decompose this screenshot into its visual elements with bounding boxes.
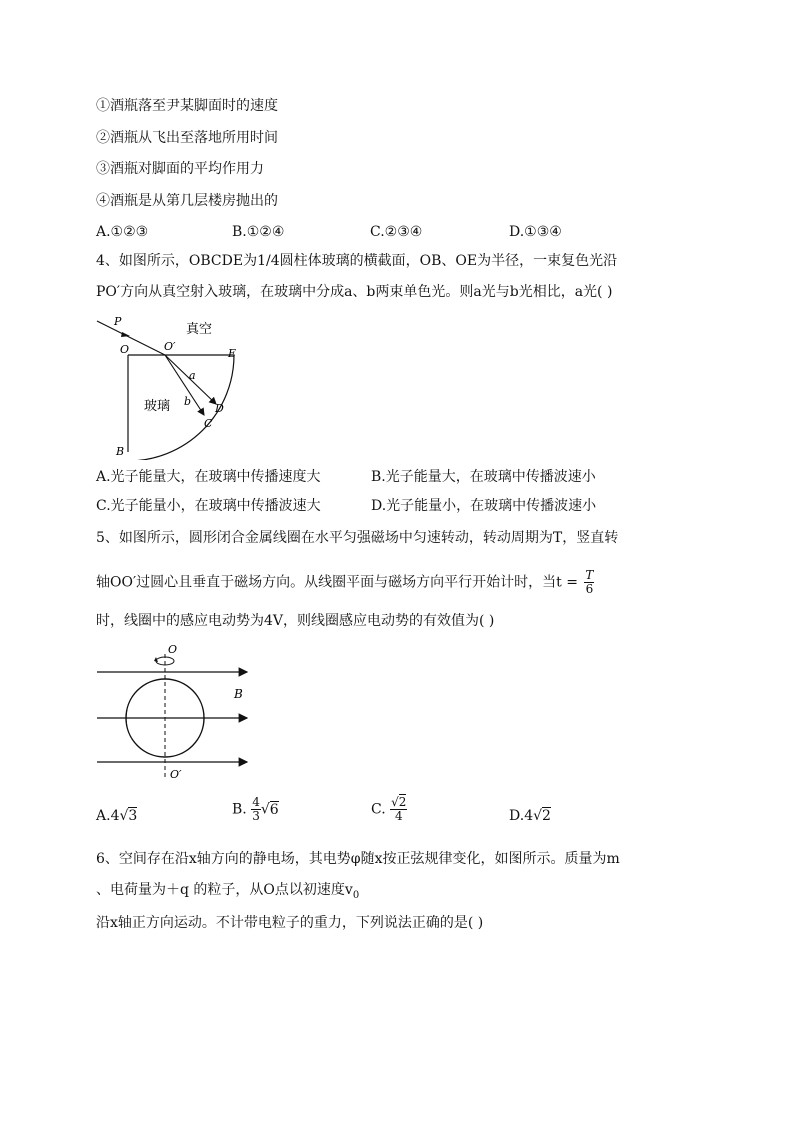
q5-option-c [371, 796, 407, 823]
sqrt-sign: √ [391, 795, 399, 809]
label-field-b: B [234, 687, 243, 701]
q5-option-a [96, 806, 137, 826]
label-axis-o-prime: O′ [170, 768, 182, 781]
q6-v0-subscript: 0 [352, 889, 360, 901]
q5-option-a-prefix: A. [96, 808, 111, 824]
q4-stem-line-1: 4、如图所示，OBCDE为1/4圆柱体玻璃的横截面，OB、OE为半径，一束复色光沿 [96, 253, 618, 269]
q5-stem-line-2 [96, 569, 594, 596]
q5-option-a-radicand: 3 [128, 808, 138, 824]
q6-stem-line-2-text: 、电荷量为＋q 的粒子，从O点以初速度v [96, 882, 353, 898]
sqrt-sign: √ [533, 808, 543, 824]
q3-item-1: ①酒瓶落至尹某脚面时的速度 [96, 98, 278, 114]
q6-stem-line-1: 6、空间存在沿x轴方向的静电场，其电势φ随x按正弦规律变化，如图所示。质量为m [96, 851, 620, 867]
label-d: D [215, 402, 224, 415]
q4-glass-figure [92, 312, 252, 460]
label-o-prime: O′ [164, 340, 176, 353]
q5-option-c-denominator: 4 [394, 809, 403, 823]
q5-option-b-prefix: B. [232, 801, 247, 818]
label-e: E [228, 347, 237, 360]
q5-option-b-numerator: 4 [252, 795, 260, 809]
q3-option-c: C.②③④ [370, 224, 423, 240]
q5-option-b-denominator: 3 [252, 809, 260, 823]
q5-option-b-fraction [251, 796, 261, 823]
q3-option-d: D.①③④ [509, 224, 562, 240]
q4-option-c: C.光子能量小，在玻璃中传播波速大 [96, 498, 321, 514]
sqrt-sign: √ [260, 801, 270, 818]
q5-option-d [509, 806, 551, 826]
q5-time-numerator: T [585, 568, 594, 582]
q4-option-a: A.光子能量大，在玻璃中传播速度大 [96, 469, 321, 485]
label-b: b [184, 395, 192, 408]
sqrt-sign: √ [119, 808, 129, 824]
q5-option-d-coef: 4 [524, 808, 534, 824]
q4-option-b: B.光子能量大，在玻璃中传播波速小 [371, 469, 596, 485]
q5-option-c-radicand: 2 [398, 795, 407, 809]
incident-ray [97, 321, 165, 355]
q3-item-4: ④酒瓶是从第几层楼房抛出的 [96, 193, 278, 209]
q5-stem-line-2-text: 轴OO′过圆心且垂直于磁场方向。从线圈平面与磁场方向平行开始计时，当t = [96, 574, 578, 591]
q5-option-d-prefix: D. [509, 808, 525, 824]
q5-time-denominator: 6 [585, 582, 594, 596]
label-a: a [189, 369, 196, 382]
q5-option-b [232, 796, 279, 823]
q5-time-fraction [584, 569, 594, 596]
q4-option-d: D.光子能量小，在玻璃中传播波速小 [371, 498, 597, 514]
q5-coil-figure [92, 640, 252, 786]
label-vacuum: 真空 [186, 322, 213, 337]
label-axis-o: O [168, 643, 178, 656]
q3-item-2: ②酒瓶从飞出至落地所用时间 [96, 130, 278, 146]
q5-option-c-fraction [390, 796, 407, 823]
q5-option-b-radicand: 6 [269, 801, 279, 818]
q5-stem-line-3: 时，线圈中的感应电动势为4V，则线圈感应电动势的有效值为( ) [96, 613, 495, 629]
q6-stem-line-2 [96, 880, 359, 906]
q5-option-c-prefix: C. [371, 801, 386, 818]
q5-option-d-radicand: 2 [542, 808, 551, 824]
label-b-point: B [116, 445, 125, 458]
q6-stem-line-3: 沿x轴正方向运动。不计带电粒子的重力，下列说法正确的是( ) [96, 915, 484, 931]
q4-stem-line-2: PO′方向从真空射入玻璃，在玻璃中分成a、b两束单色光。则a光与b光相比，a光( ) [96, 284, 613, 300]
label-glass: 玻璃 [144, 399, 171, 414]
q5-stem-line-1: 5、如图所示，圆形闭合金属线圈在水平匀强磁场中匀速转动，转动周期为T，竖直转 [96, 530, 619, 546]
q5-option-a-coef: 4 [110, 808, 120, 824]
label-p: P [114, 315, 122, 328]
q3-option-b: B.①②④ [232, 224, 285, 240]
q3-option-a: A.①②③ [96, 224, 149, 240]
label-c: C [204, 417, 213, 430]
q3-item-3: ③酒瓶对脚面的平均作用力 [96, 161, 264, 177]
label-o: O [120, 343, 130, 356]
